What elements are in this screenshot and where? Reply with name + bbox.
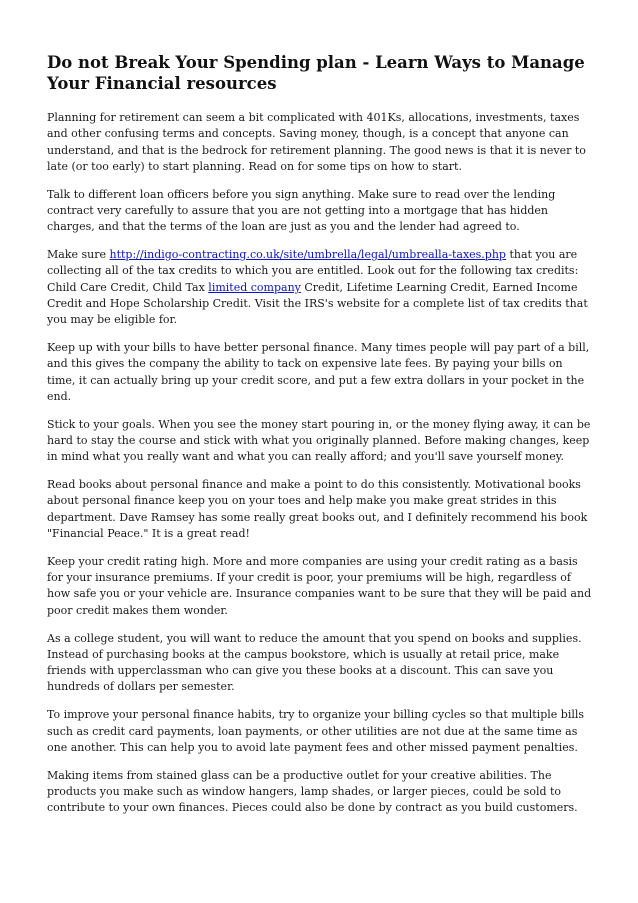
paragraph-tax-credits xyxy=(47,247,593,328)
paragraph-stained-glass: Making items from stained glass can be a productive outlet for your creative abilities. The products you make such as window hangers, lamp shades, or larger pieces, could be sold to contribute to your own finances. Pieces could also be done by contract as you build customers. xyxy=(47,768,578,815)
limited-company-link[interactable]: limited company xyxy=(208,280,301,294)
paragraph-read-books: Read books about personal finance and make a point to do this consistently. Motivational books about personal finance keep you on your toes and help make you make great strides in this department. Dave Ramsey has some really great books out, and I definitely recommend his book "Financial Peace." It is a great read! xyxy=(47,478,588,541)
tax-credits-text-after: Credit, Lifetime Learning Credit, Earned Income Credit and Hope Scholarship Credit. Visit the IRS's website for a complete list of tax credits that you may be eligible for. xyxy=(47,280,588,327)
paragraph-college-books: As a college student, you will want to reduce the amount that you spend on books and supplies. Instead of purchasing books at the campus bookstore, which is usually at retail price, make friends with upperclassman who can give you these books at a discount. This can save you hundreds of dollars per semester. xyxy=(47,631,582,694)
umbrella-taxes-link[interactable]: http://indigo-contracting.co.uk/site/umbrella/legal/umbrealla-taxes.php xyxy=(109,248,506,262)
paragraph-pay-bills: Keep up with your bills to have better personal finance. Many times people will pay part of a bill, and this gives the company the ability to tack on expensive late fees. By paying your bills on time, it can actually bring up your credit score, and put a few extra dollars in your pocket in the end. xyxy=(47,341,590,403)
paragraph-stick-to-goals: Stick to your goals. When you see the money start pouring in, or the money flying away, it can be hard to stay the course and stick with what you originally planned. Before making changes, keep in mind what you really want and what you can really afford; and you'll save yourself money. xyxy=(47,417,591,464)
paragraph-retirement-planning: Planning for retirement can seem a bit complicated with 401Ks, allocations, investments, taxes and other confusing terms and concepts. Saving money, though, is a concept that anyone can understand, and that is the bedrock for retirement planning. The good news is that it is never to late (or too early) to start planning. Read on for some tips on how to start. xyxy=(47,111,586,173)
paragraph-loan-officers: Talk to different loan officers before you sign anything. Make sure to read over the lending contract very carefully to assure that you are not getting into a mortgage that has hidden charges, and that the terms of the loan are just as you and the lender had agreed to. xyxy=(47,187,556,234)
paragraph-billing-cycles: To improve your personal finance habits, try to organize your billing cycles so that multiple bills such as credit card payments, loan payments, or other utilities are not due at the same time as one another. This can help you to avoid late payment fees and other missed payment penalties. xyxy=(47,708,585,754)
tax-credits-text-before: Make sure xyxy=(47,248,110,262)
document-page xyxy=(47,52,593,828)
document-title: Do not Break Your Spending plan - Learn Ways to Manage Your Financial resources xyxy=(47,53,585,93)
paragraph-credit-rating: Keep your credit rating high. More and more companies are using your credit rating as a basis for your insurance premiums. If your credit is poor, your premiums will be high, regardless of how safe you or your vehicle are. Insurance companies want to be sure that they will be paid and poor credit makes them wonder. xyxy=(47,554,592,617)
tax-credits-text-middle: that you are collecting all of the tax credits to which you are entitled. Look out for the following tax credits: Child Care Credit, Child Tax xyxy=(47,248,579,294)
